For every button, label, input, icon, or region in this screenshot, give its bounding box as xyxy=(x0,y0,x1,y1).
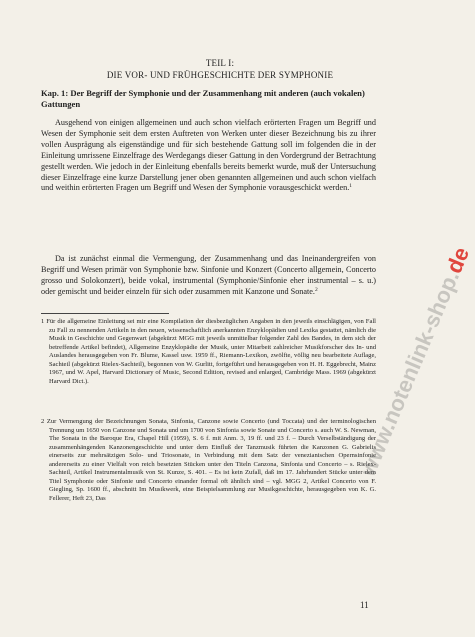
footnote-2: 2 Zur Vermengung der Bezeichnungen Sonata, Sinfonia, Canzone sowie Concerto (und Toccata) und der terminologischen Trennung um 1650 von Canzone und Sonata und um 1700 von Sinfonia sowie Sonate und Concerto s. auch W. S. Newman, The Sonata in the Baroque Era, Chapel Hill (1959), S. 6 f. mit Anm. 3, 19 ff. und 23 f. – Durch Verselbständigung der zusammenhängenden Kanzonengeschichte und unter dem Einfluß der Tanzmusik führten die Kanzonen G. Gabrielis einerseits zur mehrsätzigen Solo- und Triosonate, in Verbindung mit dem Satz der venezianischen Opernsinfonie andererseits zu einer Vielfalt von reich besetzten Stücken unter den Titeln Canzona, Sinfonia und Concerto – s. Rielex-Sachteil, Artikel Instrumentalmusik von St. Kunze, S. 401. – Es ist kein Zufall, daß im 17. Jahrhundert Stücke unter dem Titel Symphonie oder Sinfonie und Concerto einander formal oft ähnlich sind – vgl. MGG 2, Artikel Concerto von F. Giegling, Sp. 1600 ff., abschnitt Im Musikwerk, eine Beispielsammlung zur Musikgeschichte, herausgegeben von K. G. Fellerer, Heft 23, Das xyxy=(41,418,376,502)
footnote-ref-1: 1 xyxy=(349,183,353,190)
body-paragraph-1 xyxy=(41,118,376,194)
part-number: TEIL I: xyxy=(205,58,235,68)
footnote-1: 1 Für die allgemeine Einleitung sei mir eine Kompilation der diesbezüglichen Angaben in den jeweils einschlägigen, von Fall zu Fall zu nennenden Artikeln in den neuen, wissenschaftlich anerkannten Enzyklopädien und Lexika gestattet, nämlich die Musik in Geschichte und Gegenwart (abgekürzt MGG mit jeweils unmittelbar folgender Zahl des Bandes, in dem sich der betreffende Artikel befindet), Allgemeine Enzyklopädie der Musik, unter Mitarbeit zahlreicher Musikforscher des In- und Auslandes herausgegeben von Fr. Blume, Kassel usw. 1959 ff., Riemann-Lexikon, zwölfte, völlig neu bearbeitete Auflage, Sachteil (abgekürzt Rielex-Sachteil), begonnen von W. Gurlitt, fortgeführt und herausgegeben von H. H. Eggebrecht, Mainz 1967, und W. Apel, Harvard Dictionary of Music, Second Edition, revised and enlarged, Cambridge Mass. 1969 (abgekürzt Harvard Dict.). xyxy=(41,318,376,385)
paragraph-text: Ausgehend von einigen allgemeinen und auch schon vielfach erörterten Fragen um Begriff und Wesen der Symphonie seit dem ersten Auftreten von Werken unter dieser Bezeichnung bis zu ihrer vollen Ausprägung als eigenständige und für sich bestehende Gattung soll im folgenden die in der Einleitung umrissene Einzelfrage des Werdegangs dieser Gattung in den Vordergrund der Betrachtung gestellt werden. Wie jedoch in der Einleitung ebenfalls bereits bemerkt wurde, muß der Untersuchung dieser Einzelfrage eine kurze Darstellung jener oben genannten allgemeinen und auch schon vielfach und weithin erörterten Fragen um Begriff und Wesen der Symphonie vorausgeschickt werden. xyxy=(41,118,376,193)
page-number: 11 xyxy=(360,600,369,610)
footnote-rule xyxy=(41,313,169,314)
paragraph-text: Da ist zunächst einmal die Vermengung, der Zusammenhang und das Ineinandergreifen von Begriff und Wesen primär von Symphonie bzw. Sinfonie und Konzert (Concerto allgemein, Concerto grosso und Solokonzert), beide vokal, instrumental (Symphonie/Sinfonie eher instrumental – s. u.) oder gemischt und beider einzeln für sich oder zusammen mit Kanzone und Sonate. xyxy=(41,254,376,296)
body-paragraph-2 xyxy=(41,254,376,298)
chapter-heading: Kap. 1: Der Begriff der Symphonie und der Zusammenhang mit anderen (auch vokalen) Gattungen xyxy=(41,88,365,109)
watermark-text: www.notenlink-shop. xyxy=(355,267,465,480)
part-title: DIE VOR- UND FRÜHGESCHICHTE DER SYMPHONIE xyxy=(106,70,334,80)
footnote-ref-2: 2 xyxy=(314,286,318,293)
watermark-tld: de xyxy=(441,243,475,277)
